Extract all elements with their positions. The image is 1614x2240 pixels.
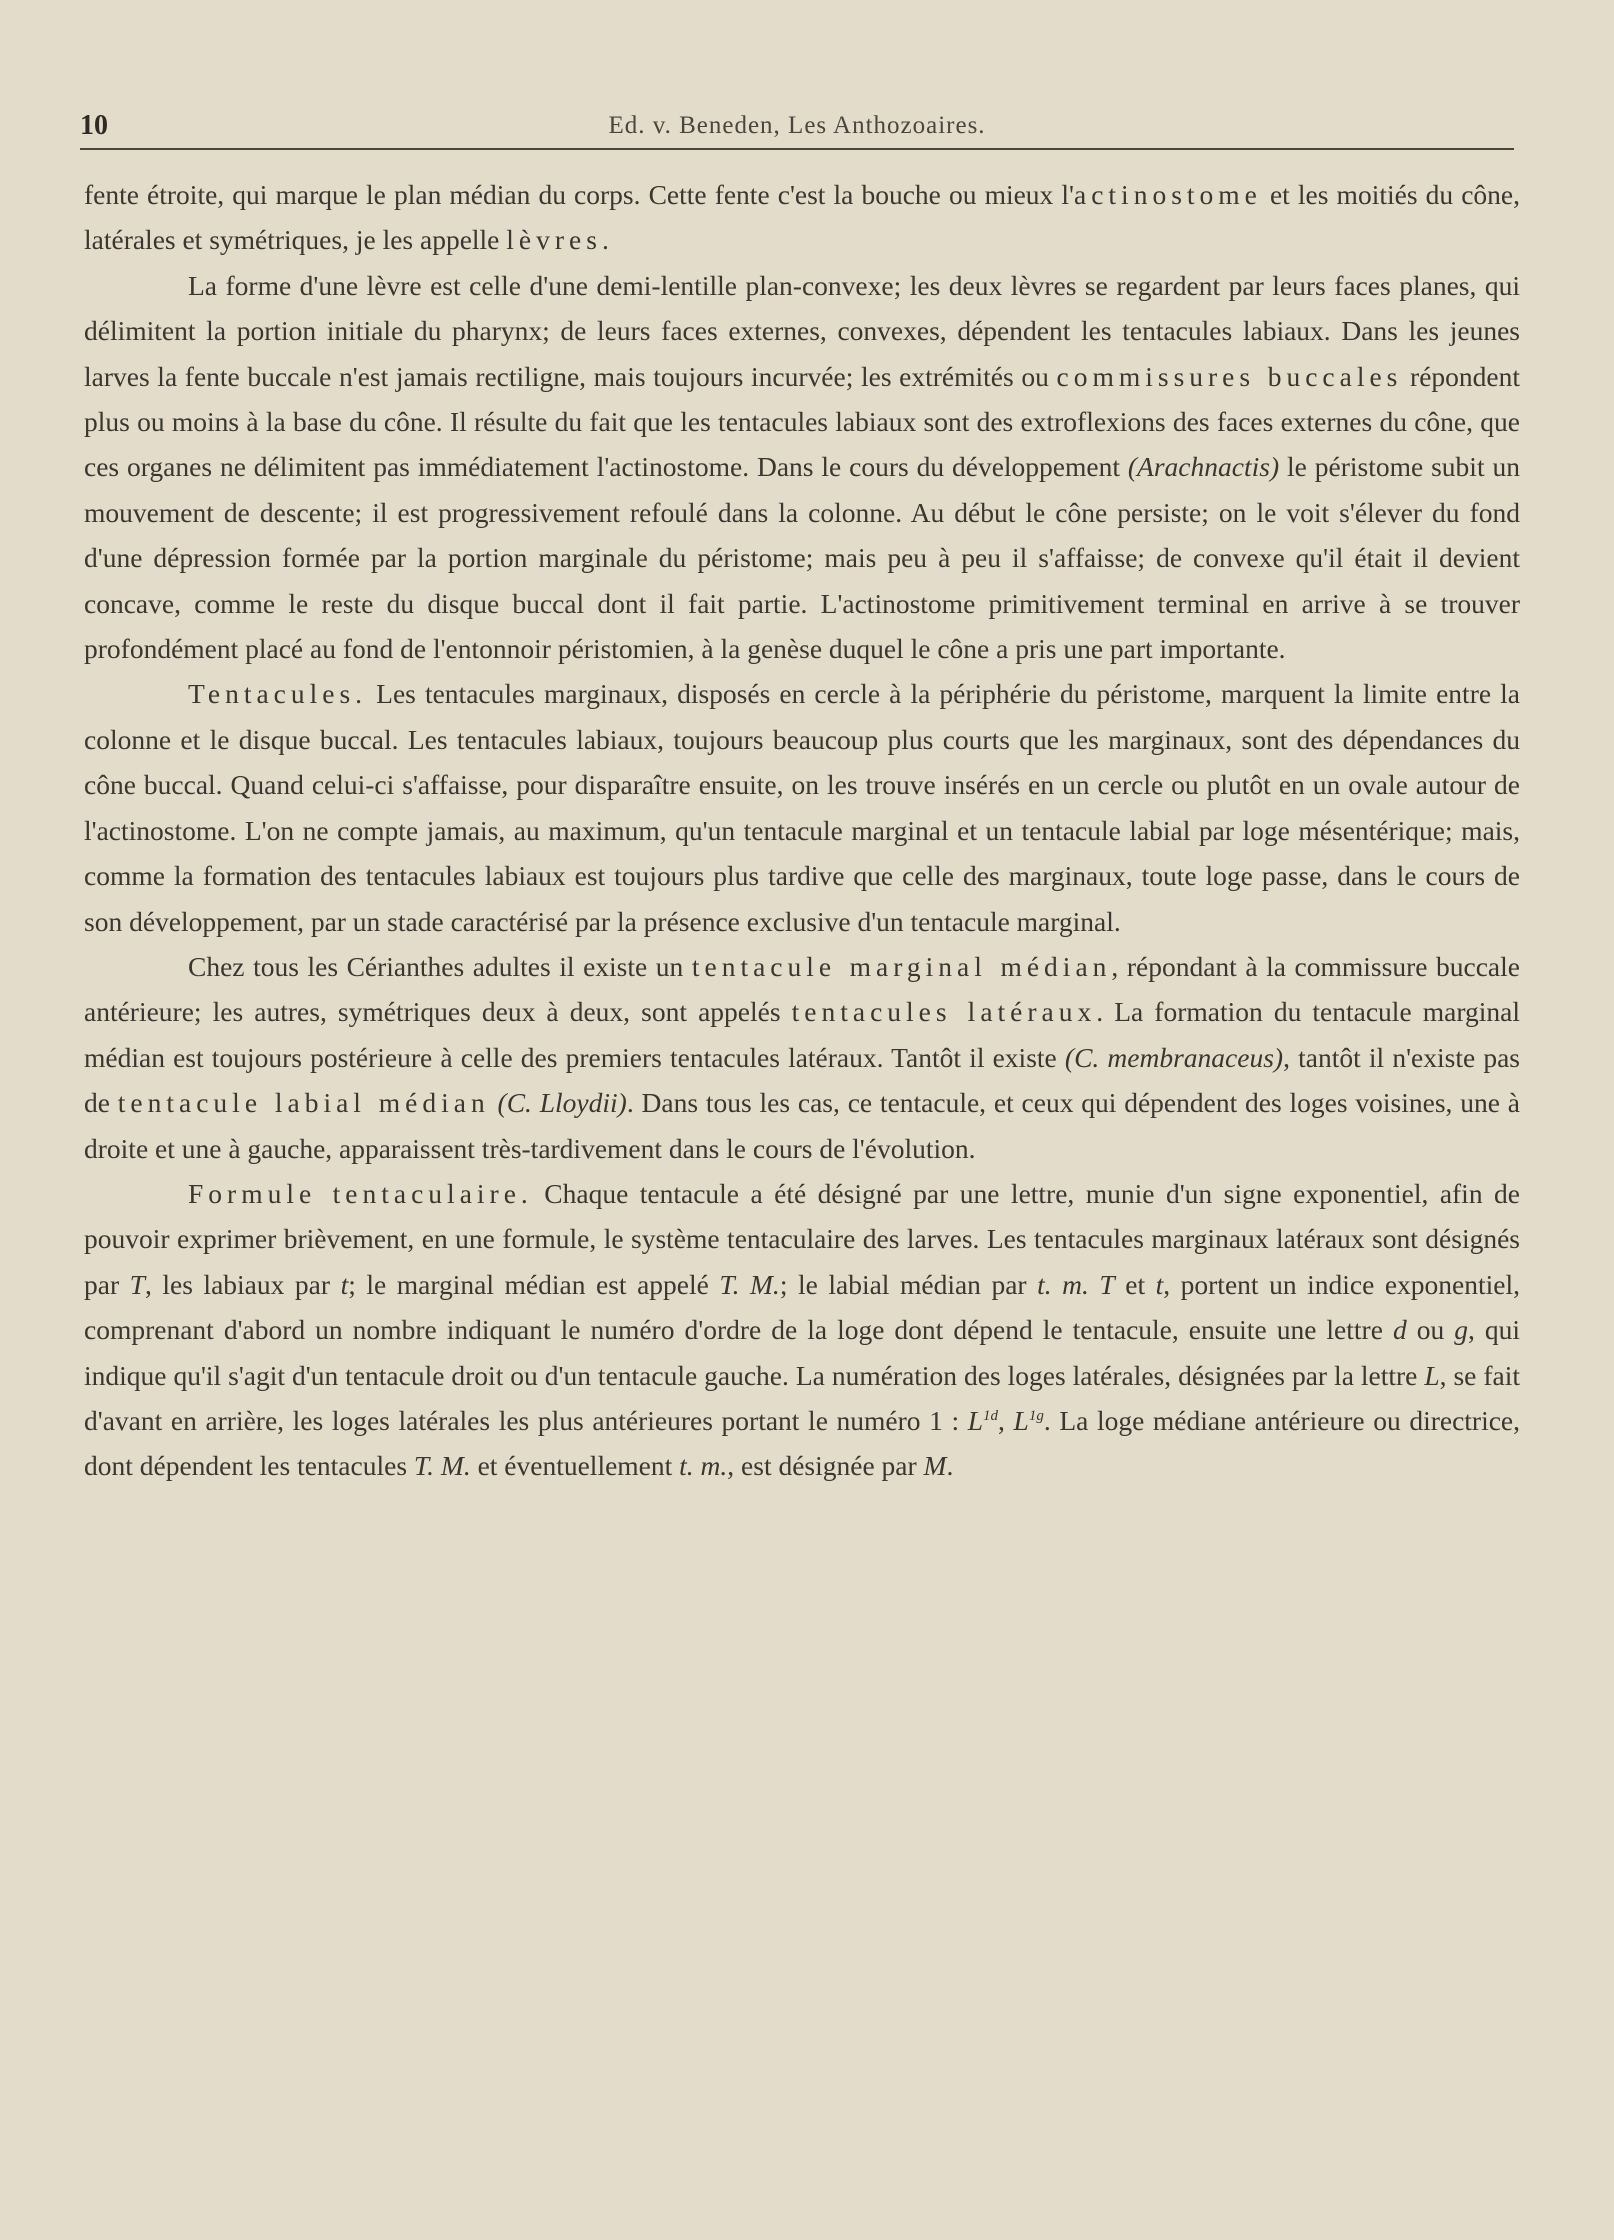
text-run: , [998, 1404, 1014, 1436]
text-run: ou [1406, 1314, 1455, 1346]
text-run: le péristome subit un mouvement de descente; il est progressivement refoulé dans la colonne. Au début le cône persiste; on le voit s'élever du fond d'une dépression formée par la portion marginale du péristome; mais peu à peu il s'affaisse; de convexe qu'il était il devient concave, comme le reste du disque buccal dont il fait partie. L'actinostome primitivement terminal en arrive à se trouver profondément placé au fond de l'entonnoir péristomien, à la genèse duquel le cône a pris une part importante. [84, 451, 1520, 665]
text-run: , qui indique qu'il s'agit d'un tentacule droit ou d'un tentacule gauche. La numération des loges latérales, désignées par la lettre [84, 1314, 1521, 1391]
italic-symbol: L [1013, 1404, 1029, 1436]
spaced-term: actinostome [1074, 179, 1262, 210]
paragraph-4 [84, 944, 1520, 1171]
running-head [80, 108, 1514, 150]
italic-term: (C. Lloydii) [497, 1087, 627, 1119]
text-run: . La loge médiane antérieure ou directrice, dont dépendent les tentacules [84, 1404, 1521, 1482]
italic-symbol: M [923, 1450, 947, 1482]
text-run: , répondant à la commissure buccale antérieure; les autres, symétriques deux à deux, sont appelés [84, 950, 1520, 1028]
text-run: et éventuellement [470, 1450, 680, 1482]
body-text [84, 172, 1520, 1489]
text-run: . [946, 1450, 954, 1482]
running-title: Ed. v. Beneden, Les Anthozoaires. [608, 112, 986, 139]
italic-symbol: L [967, 1404, 984, 1436]
superscript-index: 1d [983, 1407, 999, 1424]
page-number: 10 [80, 110, 108, 141]
text-run: , est désignée par [727, 1450, 924, 1482]
text-run: . [601, 224, 609, 256]
text-run: , tantôt il n'existe pas de [84, 1041, 1520, 1119]
text-run: Les tentacules marginaux, disposés en cercle à la périphérie du péristome, marquent la limite entre la colonne et le disque buccal. Les tentacules labiaux, toujours beaucoup plus courts que les marginaux, sont des dépendances du cône buccal. Quand celui-ci s'affaisse, pour disparaître ensuite, on les trouve insérés en un cercle ou plutôt en un ovale autour de l'actinostome. L'on ne compte jamais, au maximum, qu'un tentacule marginal et un tentacule labial par loge mésentérique; mais, comme la formation des tentacules labiaux est toujours plus tardive que celle des marginaux, toute loge passe, dans le cours de son développement, par un stade caractérisé par la présence exclusive d'un tentacule marginal. [84, 678, 1520, 937]
text-run: Chez tous les Cérianthes adultes il existe un [188, 950, 692, 982]
spaced-term: lèvres [506, 224, 602, 256]
text-run: répondent plus ou moins à la base du cône. Il résulte du fait que les tentacules labiaux sont des extroflexions des faces externes du cône, que ces organes ne délimitent pas immédiatement l'actinostome. Dans le cours du développement [84, 360, 1520, 483]
spaced-term: commissures buccales [1056, 360, 1403, 392]
text-run: ; le marginal médian est appelé [348, 1268, 720, 1300]
italic-symbol: T [129, 1268, 145, 1300]
text-run: et [1114, 1268, 1156, 1300]
text-run: La forme d'une lèvre est celle d'une demi-lentille plan-convexe; les deux lèvres se regardent par leurs faces planes, qui délimitent la portion initiale du pharynx; de leurs faces externes, convexes, dépendent les tentacules labiaux. Dans les jeunes larves la fente buccale n'est jamais rectiligne, mais toujours incurvée; les extrémités ou [84, 269, 1520, 392]
italic-term: (C. membranaceus) [1064, 1041, 1284, 1073]
section-heading-tentacules: Tentacules. [188, 678, 368, 710]
italic-symbol: d [1392, 1314, 1407, 1346]
text-run: . Dans tous les cas, ce tentacule, et ceux qui dépendent des loges voisines, une à droite et une à gauche, apparaissent très-tardivement dans le cours de l'évolution. [84, 1087, 1520, 1164]
superscript-index: 1g [1028, 1407, 1044, 1424]
paragraph-3 [84, 671, 1520, 943]
text-run: . La formation du tentacule marginal médian est toujours postérieure à celle des premiers tentacules latéraux. Tantôt il existe [84, 996, 1520, 1073]
text-run: fente étroite, qui marque le plan médian du corps. Cette fente c'est la bouche ou mieux l' [84, 179, 1074, 210]
text-run: , les labiaux par [144, 1268, 341, 1300]
text-run: , portent un indice exponentiel, comprenant d'abord un nombre indiquant le numéro d'ordre de la loge dont dépend le tentacule, ensuite une lettre [84, 1268, 1520, 1346]
text-run: , se fait d'avant en arrière, les loges latérales les plus antérieures portant le numéro 1 : [84, 1359, 1520, 1436]
italic-symbol: t [1155, 1268, 1164, 1300]
italic-symbol: T. M. [413, 1450, 471, 1482]
spaced-term: tentacule labial médian [117, 1087, 490, 1119]
italic-symbol: t [340, 1268, 349, 1300]
spaced-term: tentacule marginal médian [691, 950, 1112, 982]
text-run: Chaque tentacule a été désigné par une lettre, munie d'un signe exponentiel, afin de pouvoir exprimer brièvement, en une formule, le système tentaculaire des larves. Les tentacules marginaux latéraux sont désignés par [84, 1177, 1521, 1300]
text-run [490, 1087, 498, 1118]
paragraph-5 [84, 1171, 1520, 1489]
spaced-term: tentacules latéraux [791, 996, 1097, 1028]
italic-symbol: L [1424, 1359, 1440, 1391]
italic-symbol: t. m. [1037, 1268, 1089, 1300]
italic-symbol: t. m. [679, 1450, 728, 1482]
italic-term: (Arachnactis) [1127, 451, 1280, 483]
text-run: et les moitiés du cône, latérales et symétriques, je les appelle [84, 179, 1520, 256]
text-run [1089, 1269, 1100, 1300]
text-run: ; le labial médian par [779, 1268, 1038, 1300]
italic-symbol: g [1454, 1314, 1468, 1346]
paragraph-1 [84, 172, 1520, 263]
section-heading-formule: Formule tentaculaire. [188, 1177, 533, 1209]
paragraph-2 [84, 263, 1520, 672]
italic-symbol: T. M. [719, 1268, 780, 1300]
italic-symbol: T [1099, 1268, 1115, 1300]
